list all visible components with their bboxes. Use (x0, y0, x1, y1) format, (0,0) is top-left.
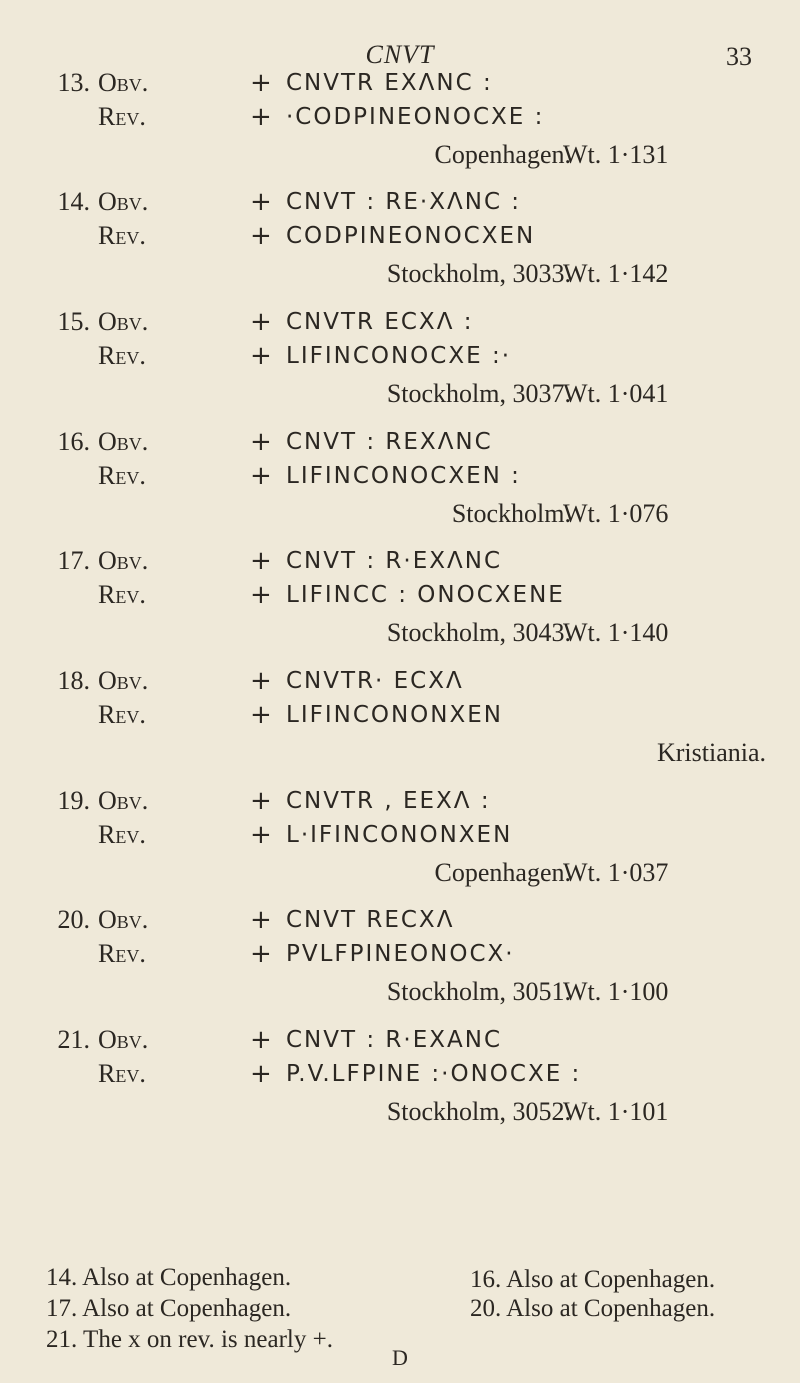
weight: Wt. 1·100 (563, 977, 669, 1006)
reverse-cross: + (250, 1059, 272, 1089)
reverse-label: Rev. (98, 1059, 146, 1088)
reverse-cross: + (250, 221, 272, 251)
signature-mark: D (392, 1345, 408, 1370)
findspot: Stockholm, 3037. (386, 379, 571, 408)
obverse-legend: CNVT : REXΛNC (286, 429, 493, 455)
footnote-17: 17. Also at Copenhagen. (46, 1295, 292, 1322)
weight: Wt. 1·140 (563, 618, 669, 647)
entry-number: 14. (57, 187, 90, 216)
obverse-cross: + (250, 546, 272, 576)
coin-entry (46, 1023, 766, 1173)
page-number: 33 (726, 42, 752, 71)
obverse-cross: + (250, 786, 272, 816)
footnote-21: 21. The x on rev. is nearly +. (46, 1326, 333, 1353)
reverse-label: Rev. (98, 700, 146, 729)
obverse-cross: + (250, 666, 272, 696)
obverse-label: Obv. (98, 427, 149, 456)
entry-number: 19. (57, 786, 90, 815)
findspot: Stockholm. (451, 499, 571, 528)
obverse-label: Obv. (98, 905, 149, 934)
findspot: Stockholm, 3033. (386, 259, 571, 288)
entry-number: 17. (57, 546, 90, 575)
reverse-label: Rev. (98, 341, 146, 370)
reverse-legend: LIFINCC : ONOCXENE (286, 582, 565, 608)
obverse-label: Obv. (98, 546, 149, 575)
obverse-cross: + (250, 427, 272, 457)
reverse-legend: CODPINEONOCXEN (286, 223, 536, 249)
running-title: CNVT (365, 40, 435, 69)
obverse-legend: CNVTR , EEXΛ : (286, 788, 491, 814)
reverse-cross: + (250, 461, 272, 491)
obverse-cross: + (250, 1025, 272, 1055)
reverse-label: Rev. (98, 820, 146, 849)
reverse-cross: + (250, 102, 272, 132)
findspot: Kristiania. (656, 738, 766, 767)
reverse-legend: LIFINCONOCXE :· (286, 343, 512, 369)
entry-number: 16. (57, 427, 90, 456)
obverse-legend: CNVT : R·EXANC (286, 1027, 502, 1053)
obverse-legend: CNVTR· ECXΛ (286, 668, 464, 694)
entry-number: 21. (57, 1025, 90, 1054)
weight: Wt. 1·076 (563, 499, 669, 528)
reverse-cross: + (250, 700, 272, 730)
obverse-label: Obv. (98, 1025, 149, 1054)
obverse-legend: CNVTR ECXΛ : (286, 309, 474, 335)
obverse-label: Obv. (98, 307, 149, 336)
entry-number: 13. (57, 68, 90, 97)
weight: Wt. 1·142 (563, 259, 669, 288)
entry-number: 15. (57, 307, 90, 336)
findspot: Stockholm, 3043. (386, 618, 571, 647)
reverse-legend: LIFINCONONXEN (286, 702, 503, 728)
reverse-label: Rev. (98, 461, 146, 490)
obverse-legend: CNVT : R·EXΛNC (286, 548, 502, 574)
footnote-14: 14. Also at Copenhagen. (46, 1264, 292, 1291)
weight: Wt. 1·037 (563, 858, 669, 887)
reverse-label: Rev. (98, 102, 146, 131)
weight: Wt. 1·041 (563, 379, 669, 408)
entry-number: 20. (57, 905, 90, 934)
weight: Wt. 1·131 (563, 140, 669, 169)
obverse-legend: CNVT : RE·XΛNC : (286, 189, 522, 215)
reverse-cross: + (250, 939, 272, 969)
reverse-legend: P.V.LFPINE :·ONOCXE : (286, 1061, 582, 1087)
obverse-cross: + (250, 307, 272, 337)
footnote-16: 16. Also at Copenhagen. (470, 1266, 716, 1293)
obverse-cross: + (250, 905, 272, 935)
reverse-cross: + (250, 341, 272, 371)
reverse-label: Rev. (98, 939, 146, 968)
footnote-20: 20. Also at Copenhagen. (470, 1295, 716, 1322)
reverse-legend: L·IFINCONONXEN (286, 822, 513, 848)
obverse-label: Obv. (98, 666, 149, 695)
reverse-legend: PVLFPINEONOCX· (286, 941, 515, 967)
reverse-legend: LIFINCONOCXEN : (286, 463, 521, 489)
reverse-label: Rev. (98, 580, 146, 609)
obverse-label: Obv. (98, 187, 149, 216)
obverse-cross: + (250, 187, 272, 217)
findspot: Copenhagen. (434, 140, 571, 169)
obverse-cross: + (250, 68, 272, 98)
reverse-cross: + (250, 820, 272, 850)
findspot: Copenhagen. (434, 858, 571, 887)
findspot: Stockholm, 3052. (386, 1097, 571, 1126)
obverse-label: Obv. (98, 68, 149, 97)
reverse-legend: ·CODPINEONOCXE : (286, 104, 545, 130)
obverse-legend: CNVT RECXΛ (286, 907, 455, 933)
findspot: Stockholm, 3051. (386, 977, 571, 1006)
reverse-label: Rev. (98, 221, 146, 250)
entry-number: 18. (57, 666, 90, 695)
obverse-label: Obv. (98, 786, 149, 815)
obverse-legend: CNVTR EXΛNC : (286, 70, 493, 96)
weight: Wt. 1·101 (563, 1097, 669, 1126)
reverse-cross: + (250, 580, 272, 610)
